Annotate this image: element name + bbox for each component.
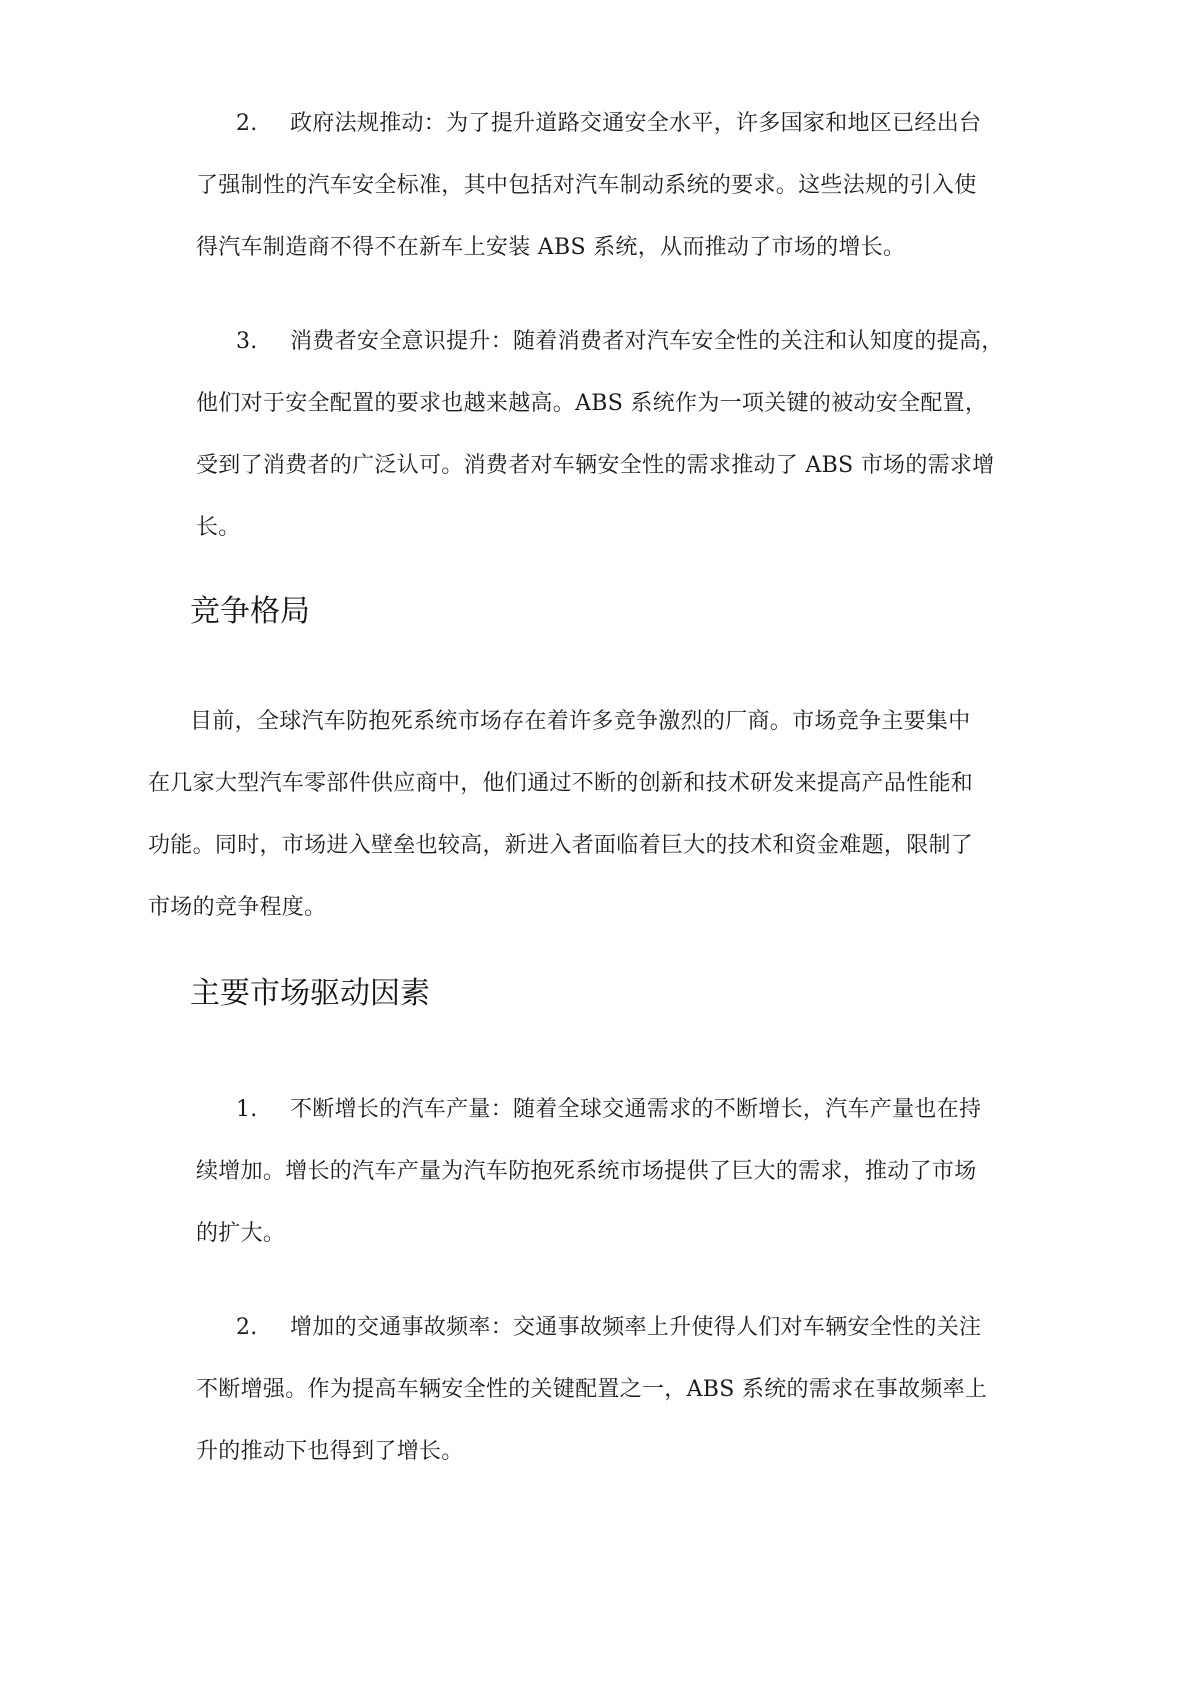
paragraph-line: 受到了消费者的广泛认可。消费者对车辆安全性的需求推动了 ABS 市场的需求增	[196, 453, 995, 478]
section-heading-competition: 竞争格局	[190, 594, 310, 629]
list-number: 1.	[236, 1097, 258, 1122]
section-heading-drivers: 主要市场驱动因素	[190, 976, 430, 1011]
paragraph-line: 消费者安全意识提升：随着消费者对汽车安全性的关注和认知度的提高，	[290, 329, 1004, 354]
paragraph-line: 了强制性的汽车安全标准，其中包括对汽车制动系统的要求。这些法规的引入使	[196, 173, 977, 198]
paragraph-line: 增加的交通事故频率：交通事故频率上升使得人们对车辆安全性的关注	[290, 1315, 982, 1340]
paragraph-line: 续增加。增长的汽车产量为汽车防抱死系统市场提供了巨大的需求，推动了市场	[196, 1159, 977, 1184]
paragraph-line: 得汽车制造商不得不在新车上安装 ABS 系统，从而推动了市场的增长。	[196, 235, 906, 260]
paragraph-line: 的扩大。	[196, 1221, 286, 1246]
paragraph-line: 不断增强。作为提高车辆安全性的关键配置之一，ABS 系统的需求在事故频率上	[196, 1377, 988, 1402]
paragraph-line: 市场的竞争程度。	[148, 895, 327, 920]
paragraph-line: 他们对于安全配置的要求也越来越高。ABS 系统作为一项关键的被动安全配置，	[196, 391, 988, 416]
list-number: 3.	[236, 329, 258, 354]
paragraph-line: 不断增长的汽车产量：随着全球交通需求的不断增长，汽车产量也在持	[290, 1097, 982, 1122]
paragraph-line: 长。	[196, 515, 241, 540]
paragraph-line: 升的推动下也得到了增长。	[196, 1439, 464, 1464]
paragraph-line: 政府法规推动：为了提升道路交通安全水平，许多国家和地区已经出台	[290, 111, 982, 136]
list-number: 2.	[236, 111, 258, 136]
list-number: 2.	[236, 1315, 258, 1340]
paragraph-line: 功能。同时，市场进入壁垒也较高，新进入者面临着巨大的技术和资金难题，限制了	[148, 833, 974, 858]
paragraph-line: 目前，全球汽车防抱死系统市场存在着许多竞争激烈的厂商。市场竞争主要集中	[190, 709, 971, 734]
paragraph-line: 在几家大型汽车零部件供应商中，他们通过不断的创新和技术研发来提高产品性能和	[148, 771, 974, 796]
